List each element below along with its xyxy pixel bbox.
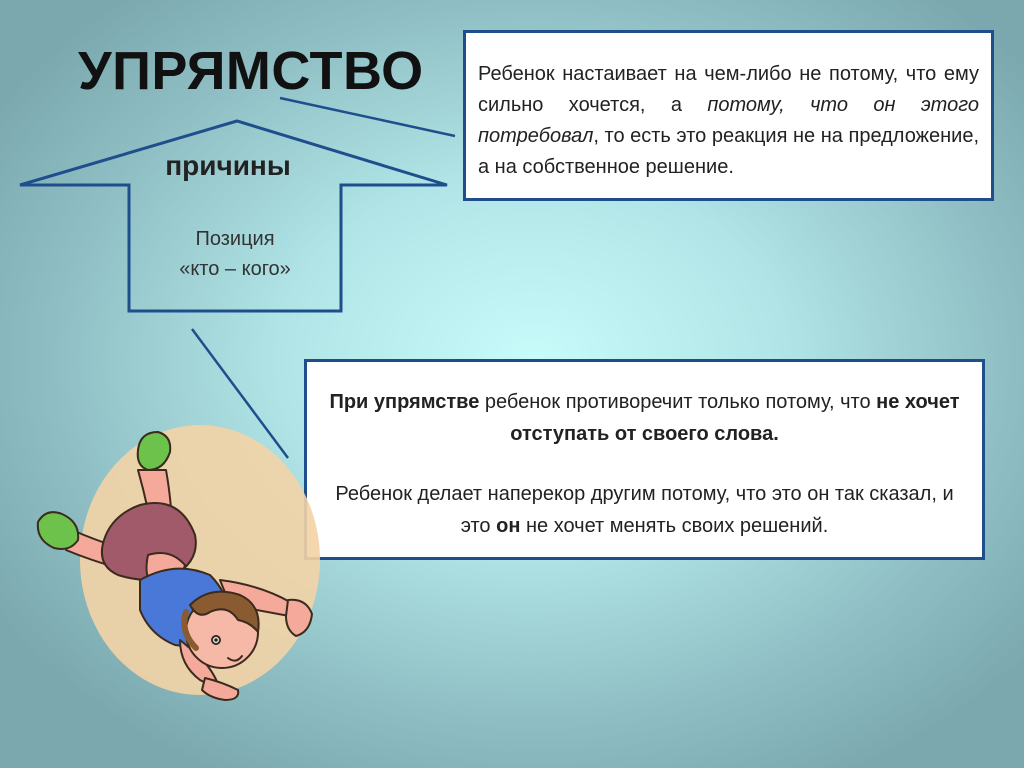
explanation-text-3: не хочет менять своих решений.	[520, 515, 829, 537]
slide-title: УПРЯМСТВО	[78, 41, 424, 101]
reasons-heading: причины	[165, 150, 291, 181]
definition-text-1: Ребенок настаивает на чем-либо не потому, что ему сильно хочется, а	[478, 63, 979, 116]
explanation-bold-2: не хочет отступать от своего слова.	[510, 391, 960, 445]
right-shoe	[38, 512, 78, 549]
position-line-1: Позиция	[195, 228, 275, 250]
explanation-bold-3: он	[496, 515, 521, 537]
definition-italic: потому, что он этого потребовал	[478, 94, 979, 147]
position-line-2: «кто – кого»	[179, 258, 291, 280]
explanation-text-1: ребенок противоречит только потому, что	[479, 391, 877, 413]
definition-text-2: , то есть это реакция не на предложение, а на собственное решение.	[478, 125, 979, 178]
explanation-text-2: Ребенок делает наперекор другим потому, что это он так сказал, и это	[335, 483, 954, 537]
explanation-bold-1: При упрямстве	[329, 391, 480, 413]
